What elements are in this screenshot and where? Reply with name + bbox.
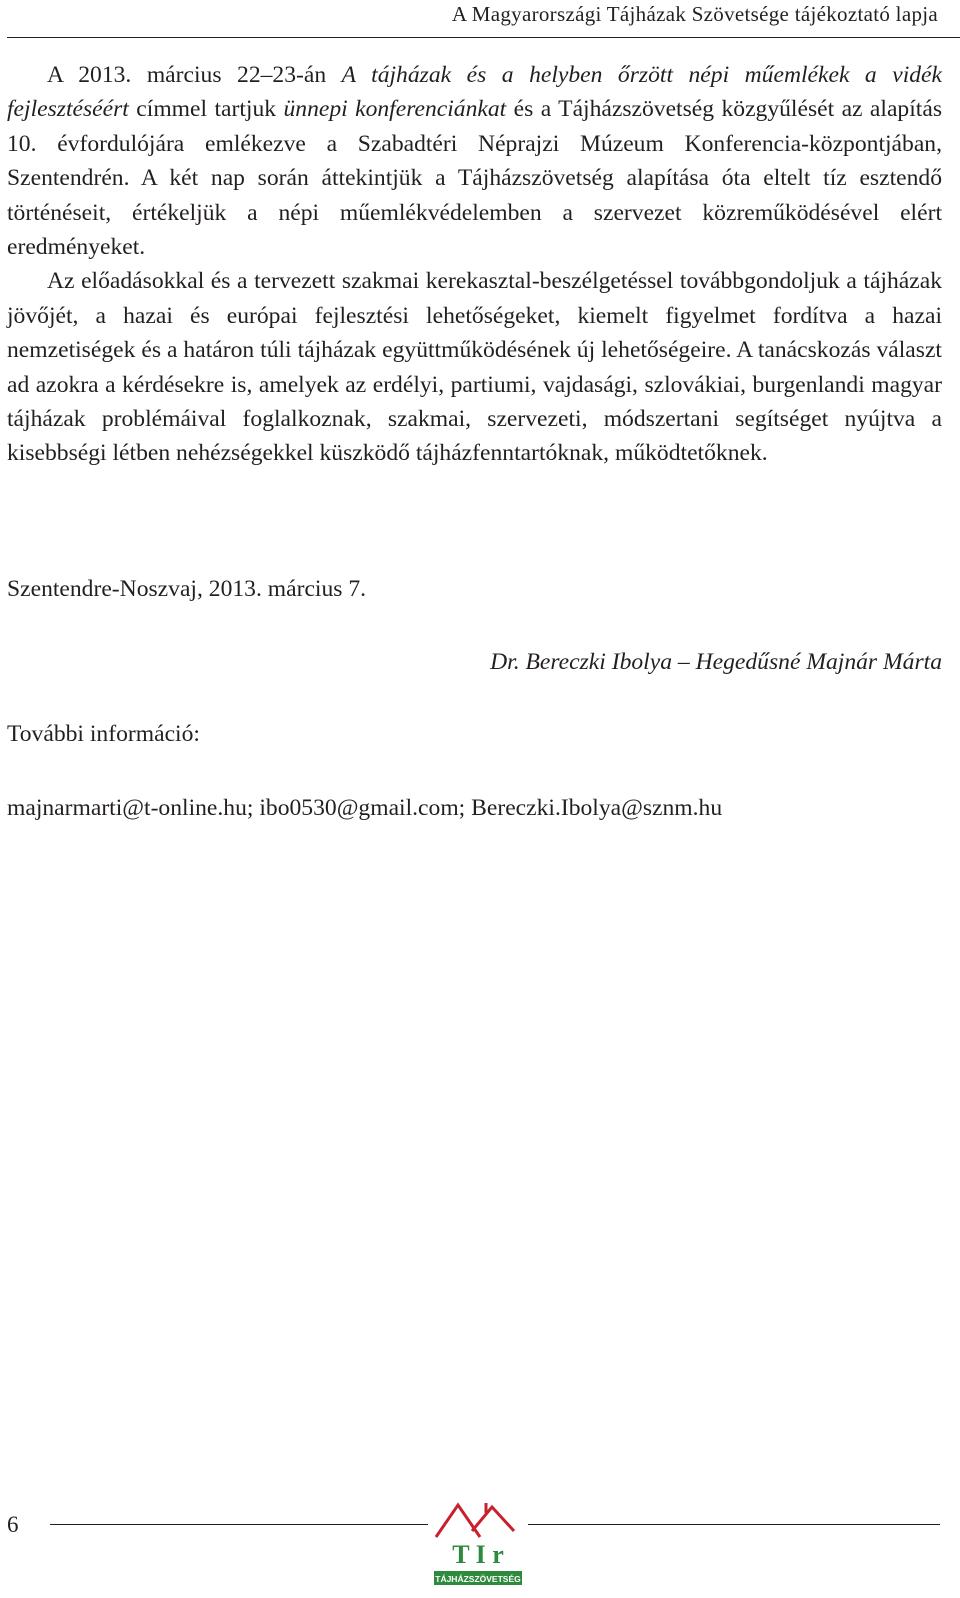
- p1-rest: és a Tájházszövetség közgyűlését az alapítás 10. évfordulójára emlékezve a Szabadtéri Néprajzi Múzeum Konferencia-központjában, Szentendrén. A két nap során áttekintjük a Tájházszövetség alapítása óta eltelt tíz esztendő történéseit, értékeljük a népi műemlékvédelemben a szervezet közreműködésével elért eredményeket.: [7, 96, 942, 261]
- logo-letters: T I r: [452, 1540, 504, 1569]
- conference-label: ünnepi konferenciánkat: [283, 96, 507, 123]
- place-date: Szentendre-Noszvaj, 2013. március 7.: [7, 576, 367, 602]
- logo-roof-right: [472, 1507, 514, 1531]
- paragraph-1: [7, 58, 942, 264]
- article-body: [7, 58, 942, 471]
- logo-text: TÁJHÁZSZÖVETSÉG: [435, 1574, 521, 1584]
- info-label: További információ:: [7, 721, 200, 747]
- contact-emails: majnarmarti@t-online.hu; ibo0530@gmail.com; Bereczki.Ibolya@sznm.hu: [7, 795, 723, 821]
- header-rule: [7, 37, 960, 38]
- conference-title: A tájházak és a helyben őrzött népi műemlékek a vidék fejlesztéséért: [7, 62, 942, 123]
- signature: Dr. Bereczki Ibolya – Hegedűsné Majnár Márta: [490, 649, 942, 675]
- paragraph-2: Az előadásokkal és a tervezett szakmai kerekasztal-beszélgetéssel továbbgondoljuk a tájházak jövőjét, a hazai és európai fejlesztési lehetőségeket, kiemelt figyelmet fordítva a hazai nemzetiségek és a határon túli tájházak együttműködésének új lehetőségeire. A tanácskozás választ ad azokra a kérdésekre is, amelyek az erdélyi, partiumi, vajdasági, szlovákiai, burgenlandi magyar tájházak problémáival foglalkoznak, szakmai, szervezeti, módszertani segítséget nyújtva a kisebbségi létben nehézségekkel küszködő tájházfenntartóknak, működtetőknek.: [7, 268, 942, 467]
- tajhazszovetseg-logo-icon: [428, 1497, 528, 1593]
- running-header: A Magyarországi Tájházak Szövetsége tájékoztató lapja: [451, 2, 938, 26]
- logo-graphic: [428, 1497, 528, 1593]
- p1-mid: címmel tartjuk: [128, 96, 284, 123]
- p1-intro: A 2013. március 22–23-án: [47, 62, 342, 88]
- logo-roof-left: [436, 1505, 480, 1537]
- page-number: 6: [7, 1512, 19, 1537]
